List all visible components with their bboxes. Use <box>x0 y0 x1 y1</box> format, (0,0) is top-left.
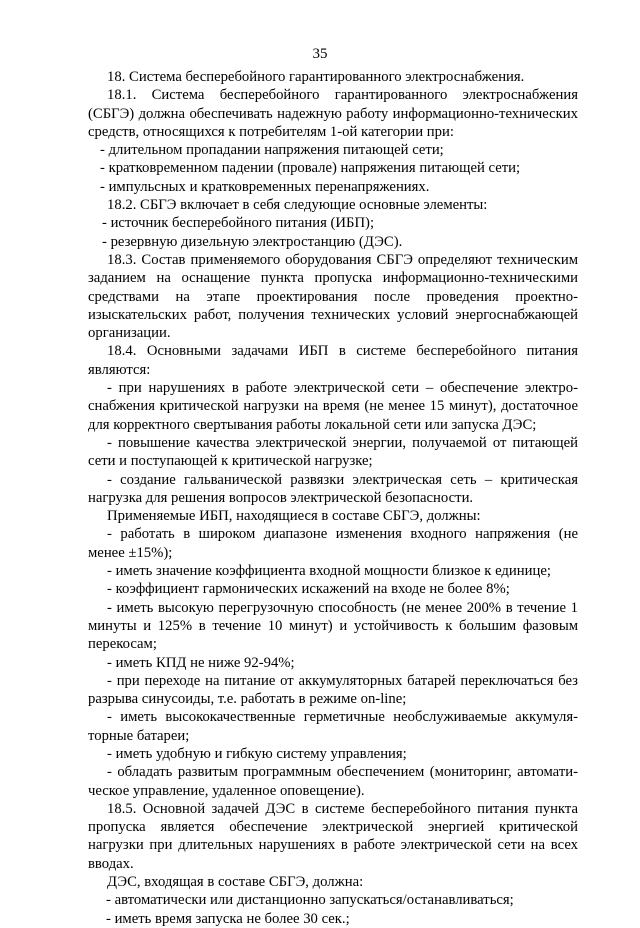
list-item: - иметь КПД не ниже 92-94%; <box>107 654 295 671</box>
list-item: - автоматически или дистанционно запускаться/останавливаться; <box>106 892 514 909</box>
paragraph-18-1: 18.1. Система бесперебойного гарантированного электроснабжения (СБГЭ) должна обеспечивать надежную работу информационно-технических средств, относящихся к потребителям 1-ой категории при: <box>88 87 578 140</box>
paragraph-18-4: 18.4. Основными задачами ИБП в системе бесперебойного питания являются: <box>88 343 578 378</box>
paragraph-18-2: 18.2. СБГЭ включает в себя следующие основные элементы: <box>107 197 488 214</box>
paragraph-ups-requirements: Применяемые ИБП, находящиеся в составе СБГЭ, должны: <box>107 508 481 525</box>
list-item: - коэффициент гармонических искажений на входе не более 8%; <box>107 581 510 598</box>
list-item: - создание гальванической развязки электрическая сеть – критическая нагрузка для решения вопросов электрической безопасности. <box>88 471 578 506</box>
paragraph-des-requirements: ДЭС, входящая в составе СБГЭ, должна: <box>107 874 364 891</box>
document-body <box>88 68 578 928</box>
paragraph-18-3: 18.3. Состав применяемого оборудования СБГЭ определяют техническим заданием на оснащение пункта пропуска информационно-техническими средствами на этапе проектирования после проведения проектно-изыскательских работ, получения технических условий энергоснабжающей организации. <box>88 251 578 342</box>
list-item: - при нарушениях в работе электрической сети – обеспечение электро-снабжения критической нагрузки на время (не менее 15 минут), достаточное для корректного свертывания работы локальной сети или запуска ДЭС; <box>88 380 578 433</box>
list-item: - работать в широком диапазоне изменения входного напряжения (не менее ±15%); <box>88 526 578 561</box>
list-item: - кратковременном падении (провале) напряжения питающей сети; <box>100 160 521 177</box>
list-item: - длительном пропадании напряжения питающей сети; <box>100 142 444 159</box>
list-item: - резервную дизельную электростанцию (ДЭС). <box>102 233 403 250</box>
list-item: - повышение качества электрической энергии, получаемой от питающей сети и поступающей к критической нагрузке; <box>88 434 578 470</box>
section-heading: 18. Система бесперебойного гарантированного электроснабжения. <box>107 69 525 85</box>
list-item: - иметь высококачественные герметичные необслуживаемые аккумуля-торные батареи; <box>88 709 578 744</box>
list-item: - при переходе на питание от аккумуляторных батарей переключаться без разрыва синусоиды, т.е. работать в режиме on-line; <box>88 672 578 708</box>
paragraph-18-5: 18.5. Основной задачей ДЭС в системе бесперебойного питания пункта пропуска является обеспечение электрической энергией критической нагрузки при длительных нарушениях в работе электрической сети на всех вводах. <box>88 800 578 872</box>
list-item: - иметь удобную и гибкую систему управления; <box>107 745 407 762</box>
list-item: - иметь высокую перегрузочную способность (не менее 200% в течение 1 минуты и 125% в течение 10 минут) и устойчивость к большим фазовым перекосам; <box>88 599 578 653</box>
list-item: - обладать развитым программным обеспечением (мониторинг, автомати-ческое управление, удаленное оповещение). <box>88 764 578 799</box>
list-item: - импульсных и кратковременных перенапряжениях. <box>100 178 430 195</box>
list-item: - иметь значение коэффициента входной мощности близкое к единице; <box>107 563 551 580</box>
page-number: 35 <box>312 46 328 62</box>
list-item: - иметь время запуска не более 30 сек.; <box>106 910 350 927</box>
list-item: - источник бесперебойного питания (ИБП); <box>102 215 375 232</box>
